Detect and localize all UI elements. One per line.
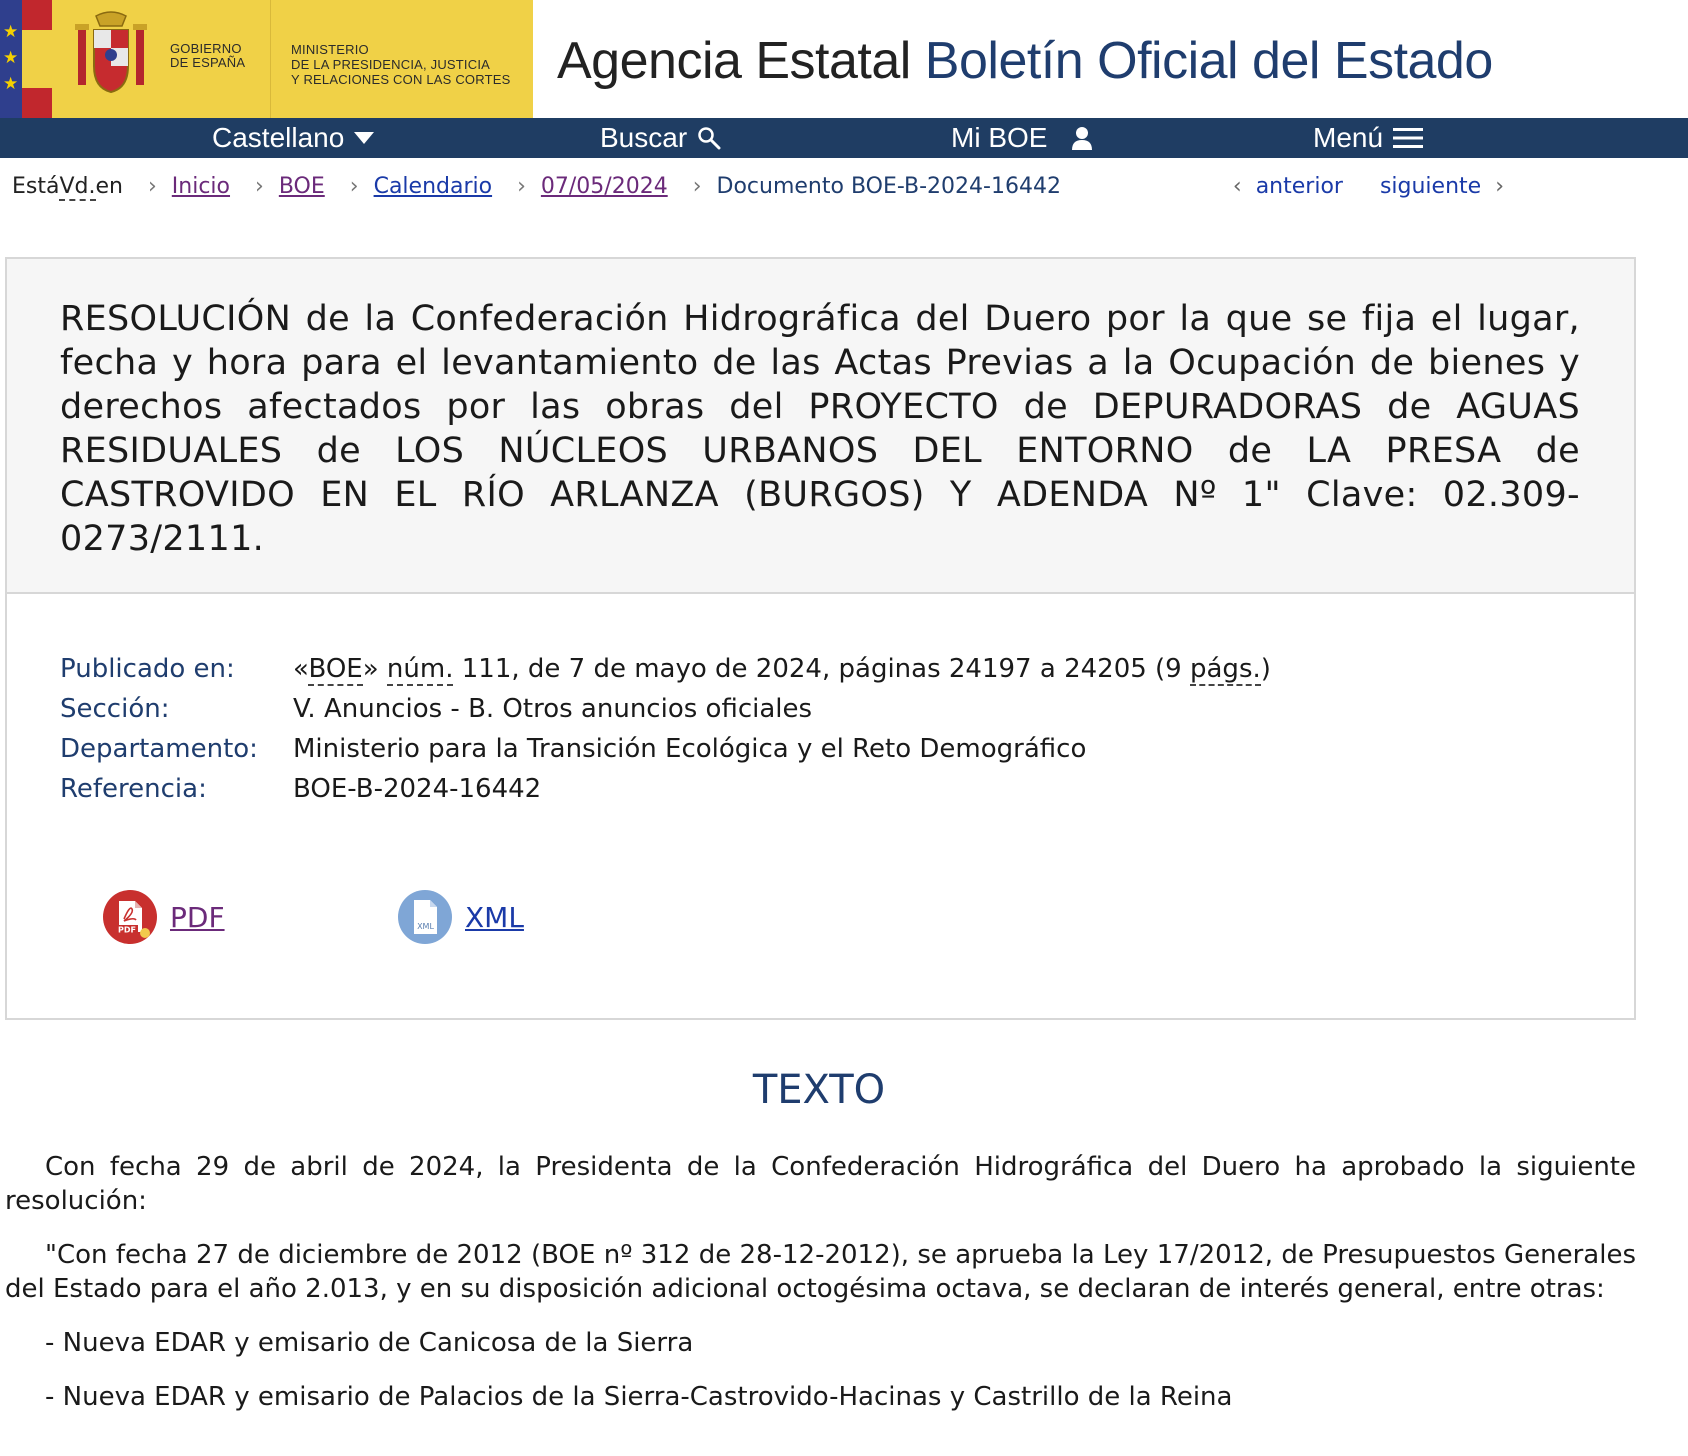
chevron-right-icon: › (255, 174, 264, 199)
spain-flag-stripe (22, 30, 52, 88)
body-list-item: - Nueva EDAR y emisario de Palacios de la Sierra-Castrovido-Hacinas y Castrillo de la Reina (45, 1382, 1233, 1412)
breadcrumb-boe[interactable]: BOE (278, 174, 325, 199)
num-abbr: núm. (386, 654, 454, 684)
breadcrumb-lead-abbr: Vd. (59, 174, 96, 199)
chevron-right-icon: › (517, 174, 526, 199)
flag-strip (0, 0, 52, 118)
star-icon: ★ (3, 74, 19, 94)
breadcrumb-lead-text: en (95, 174, 123, 199)
menu-label: Menú (1313, 122, 1384, 153)
breadcrumb (12, 170, 1061, 204)
meta-published (60, 649, 1271, 689)
hamburger-icon (1393, 127, 1423, 149)
site-title[interactable] (557, 30, 1493, 92)
language-label: Castellano (212, 122, 345, 153)
menu-button[interactable] (1313, 118, 1423, 158)
main-nav (0, 118, 1688, 158)
gov-line: GOBIERNO (170, 41, 242, 56)
search-icon (697, 126, 721, 150)
document-metadata (60, 649, 1271, 809)
document-summary (5, 257, 1636, 1020)
xml-icon (397, 889, 453, 945)
eu-flag-icon (0, 0, 22, 118)
search-label: Buscar (600, 122, 688, 153)
download-links (102, 889, 524, 945)
chevron-left-icon: ‹ (1232, 174, 1242, 199)
chevron-right-icon: › (349, 174, 359, 199)
site-header (0, 0, 1688, 118)
document-title: RESOLUCIÓN de la Confederación Hidrográfica del Duero por la que se fija el lugar, fecha y hora para el levantamiento de las Actas Previas a la Ocupación de bienes y derechos afectados por las obras del PROYECTO de DEPURADORAS de AGUAS RESIDUALES de LOS NÚCLEOS URBANOS DEL ENTORNO de LA PRESA de CASTROVIDO EN EL RÍO ARLANZA (BURGOS) Y ADENDA Nº 1" Clave: 02.309-0273/2111. (60, 299, 1580, 559)
xml-icon-label: XML (417, 922, 434, 931)
meta-value: BOE-B-2024-16442 (293, 774, 542, 804)
pags-abbr: págs. (1190, 654, 1261, 684)
caret-down-icon (354, 132, 374, 144)
document-pager (1219, 170, 1518, 204)
body-paragraph: "Con fecha 27 de diciembre de 2012 (BOE nº 312 de 28-12-2012), se aprueba la Ley 17/2012, de Presupuestos Generales del Estado para el año 2.013, y en su disposición adicional octogésima octava, se declaran de interés general, entre otras: (5, 1240, 1636, 1304)
next-link[interactable]: siguiente (1379, 174, 1482, 199)
ministry-line: MINISTERIO (291, 42, 369, 57)
gov-line: DE ESPAÑA (170, 55, 246, 70)
ministry-line: Y RELACIONES CON LAS CORTES (291, 72, 511, 87)
pdf-icon (102, 889, 158, 945)
star-icon: ★ (3, 22, 19, 42)
meta-reference (60, 769, 1271, 809)
document-body (5, 1150, 1636, 1434)
chevron-right-icon: › (692, 174, 702, 199)
my-boe-button[interactable] (951, 118, 1093, 158)
chevron-right-icon: › (1495, 174, 1504, 199)
breadcrumb-inicio[interactable]: Inicio (171, 174, 231, 199)
breadcrumb-lead (12, 170, 123, 204)
meta-value: «BOE» núm. 111, de 7 de mayo de 2024, páginas 24197 a 24205 (9 págs.) (293, 654, 1271, 684)
breadcrumb-lead-text: Está (12, 174, 60, 199)
government-logo-block[interactable] (0, 0, 533, 118)
spain-flag-icon (22, 0, 52, 30)
star-icon: ★ (3, 48, 19, 68)
xml-link[interactable]: XML (465, 900, 524, 934)
body-list-item: - Nueva EDAR y emisario de Canicosa de la Sierra (45, 1328, 694, 1358)
meta-value: Ministerio para la Transición Ecológica y el Reto Demográfico (293, 734, 1087, 764)
xml-download[interactable] (397, 889, 524, 945)
ministry-line: DE LA PRESIDENCIA, JUSTICIA (291, 57, 491, 72)
user-icon (1071, 126, 1093, 150)
spain-flag-stripe (22, 88, 52, 118)
published-detail: 111, de 7 de mayo de 2024, páginas 24197 a 24205 (9 (453, 654, 1190, 684)
meta-label: Sección: (60, 694, 170, 724)
breadcrumb-calendario[interactable]: Calendario (373, 174, 493, 199)
chevron-right-icon: › (147, 174, 157, 199)
boe-abbr: BOE (308, 654, 363, 684)
divider (270, 0, 271, 118)
site-title-boe: Boletín Oficial del Estado (924, 32, 1493, 90)
pdf-download[interactable] (102, 889, 397, 945)
breadcrumb-current: Documento BOE-B-2024-16442 (716, 174, 1061, 199)
text-heading: TEXTO (752, 1067, 886, 1113)
pdf-icon-label: PDF (118, 925, 136, 935)
my-boe-label: Mi BOE (951, 122, 1048, 153)
previous-link[interactable]: anterior (1255, 174, 1343, 199)
meta-value: V. Anuncios - B. Otros anuncios oficiales (293, 694, 813, 724)
pdf-link[interactable]: PDF (170, 900, 225, 934)
meta-department (60, 729, 1271, 769)
meta-label: Publicado en: (60, 654, 235, 684)
title-area (7, 259, 1634, 594)
ministry-label (291, 42, 510, 87)
breadcrumb-date[interactable]: 07/05/2024 (540, 174, 668, 199)
coat-of-arms-icon (70, 10, 152, 100)
meta-section (60, 689, 1271, 729)
language-selector[interactable] (212, 118, 374, 158)
site-title-agency: Agencia Estatal (557, 32, 925, 90)
search-button[interactable] (600, 118, 721, 158)
government-label (170, 42, 245, 70)
body-paragraph: Con fecha 29 de abril de 2024, la Presidenta de la Confederación Hidrográfica del Duero ha aprobado la siguiente resolución: (5, 1152, 1636, 1216)
meta-label: Referencia: (60, 774, 207, 804)
meta-label: Departamento: (60, 734, 258, 764)
